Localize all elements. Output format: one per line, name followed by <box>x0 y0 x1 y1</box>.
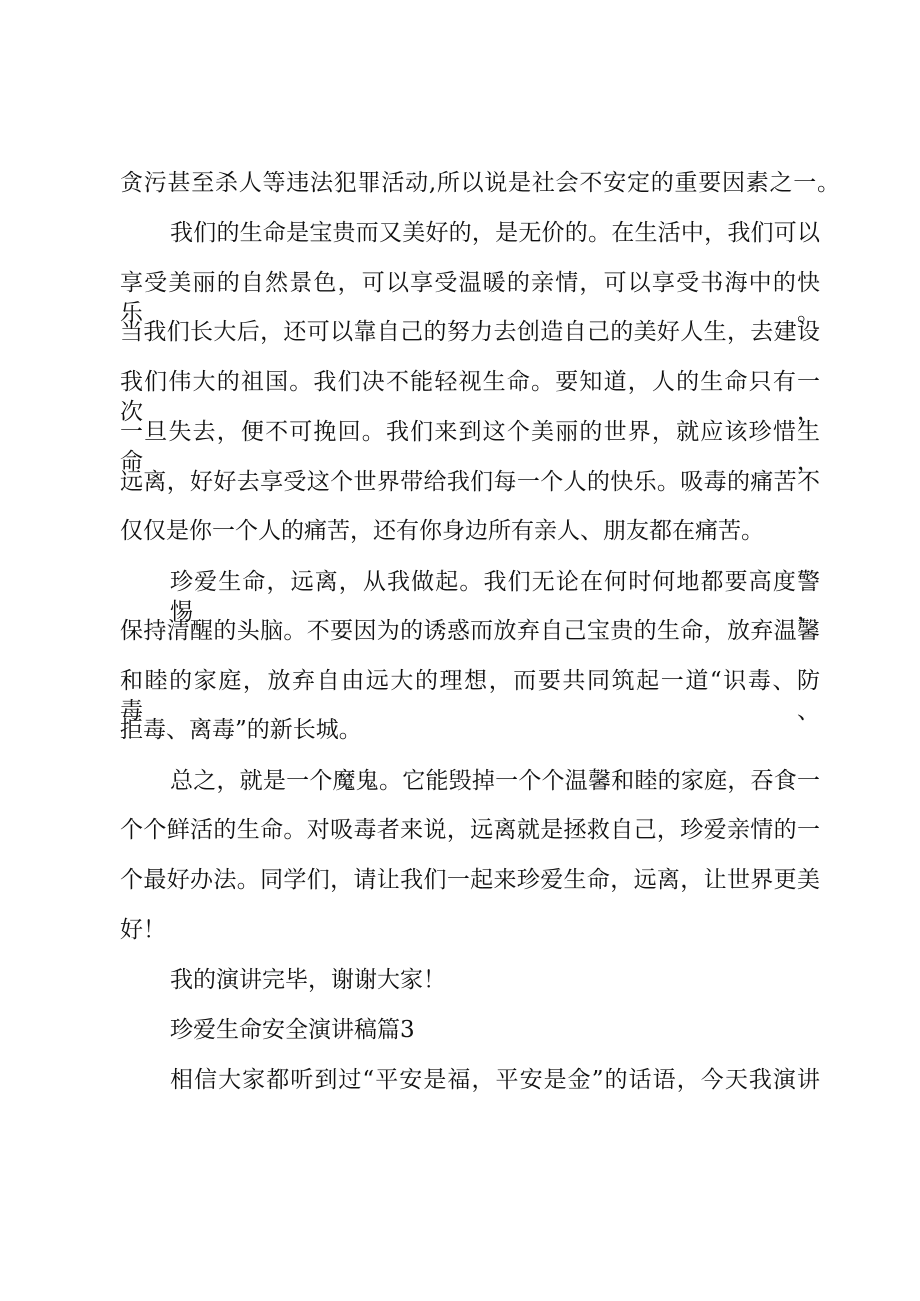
paragraph-line: 享受美丽的自然景色，可以享受温暖的亲情，可以享受书海中的快乐。 <box>120 270 820 326</box>
paragraph-line: 一旦失去，便不可挽回。我们来到这个美丽的世界，就应该珍惜生命， <box>120 419 820 475</box>
paragraph-line: 相信大家都听到过“平安是福，平安是金”的话语，今天我演讲 <box>170 1067 820 1093</box>
paragraph-line: 贪污甚至杀人等违法犯罪活动,所以说是社会不安定的重要因素之一。 <box>120 170 840 196</box>
paragraph-line: 仅仅是你一个人的痛苦，还有你身边所有亲人、朋友都在痛苦。 <box>120 518 764 544</box>
paragraph-line: 和睦的家庭，放弃自由远大的理想，而要共同筑起一道“识毒、防毒、 <box>120 668 820 724</box>
paragraph-line: 拒毒、离毒”的新长城。 <box>120 717 362 743</box>
section-heading: 珍爱生命安全演讲稿篇3 <box>170 1017 415 1043</box>
paragraph-line: 我们的生命是宝贵而又美好的，是无价的。在生活中，我们可以 <box>170 220 820 246</box>
paragraph-line: 总之，就是一个魔鬼。它能毁掉一个个温馨和睦的家庭，吞食一 <box>170 768 820 794</box>
closing-line: 我的演讲完毕，谢谢大家！ <box>170 967 446 993</box>
paragraph-line: 个个鲜活的生命。对吸毒者来说，远离就是拯救自己，珍爱亲情的一 <box>120 817 820 843</box>
paragraph-line: 珍爱生命，远离，从我做起。我们无论在何时何地都要高度警惕， <box>170 569 820 625</box>
paragraph-line: 保持清醒的头脑。不要因为的诱惑而放弃自己宝贵的生命，放弃温馨 <box>120 618 820 644</box>
paragraph-line: 当我们长大后，还可以靠自己的努力去创造自己的美好人生，去建设 <box>120 319 820 345</box>
paragraph-line: 我们伟大的祖国。我们决不能轻视生命。要知道，人的生命只有一次， <box>120 369 820 425</box>
paragraph-line: 个最好办法。同学们，请让我们一起来珍爱生命，远离，让世界更美 <box>120 867 820 893</box>
paragraph-line: 好！ <box>120 917 166 943</box>
paragraph-line: 远离，好好去享受这个世界带给我们每一个人的快乐。吸毒的痛苦不 <box>120 469 820 495</box>
